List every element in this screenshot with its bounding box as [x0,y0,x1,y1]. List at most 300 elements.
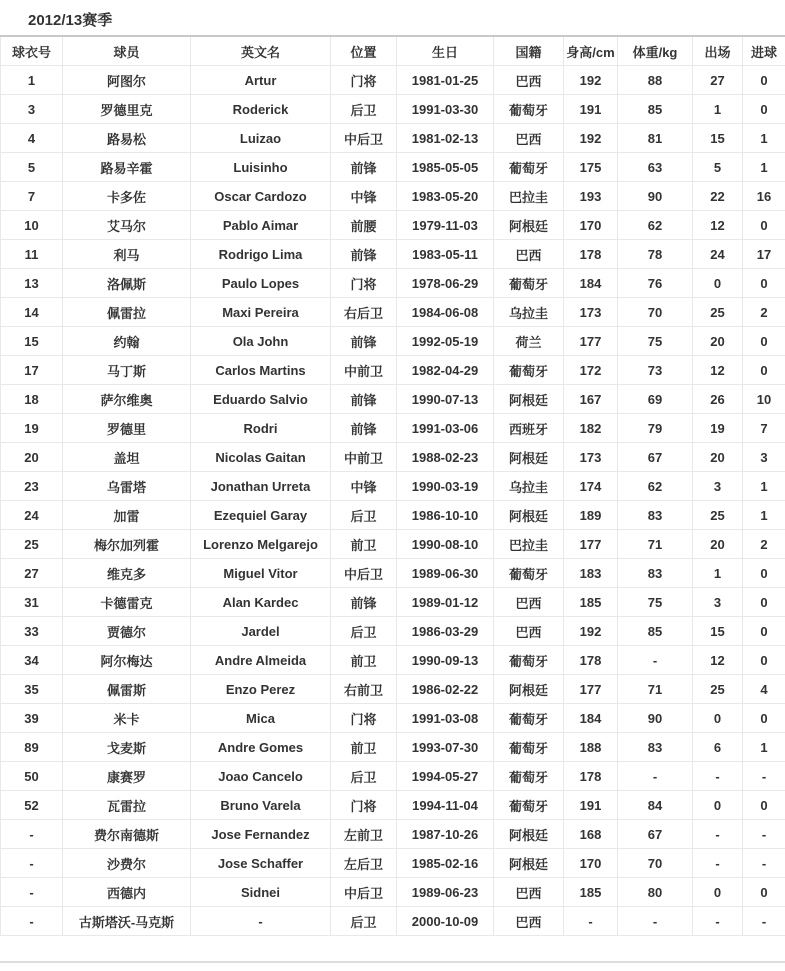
table-cell: 192 [564,617,618,646]
table-cell: 1 [743,733,785,762]
table-cell: 2000-10-09 [397,907,494,936]
table-cell: 1992-05-19 [397,327,494,356]
table-cell: 维克多 [63,559,191,588]
table-cell: Jonathan Urreta [191,472,331,501]
table-cell: 0 [743,559,785,588]
table-cell: 10 [1,211,63,240]
table-cell: 梅尔加列霍 [63,530,191,559]
table-cell: 1 [693,95,743,124]
table-cell: 185 [564,878,618,907]
page-title: 2012/13赛季 [28,12,113,29]
table-cell: 90 [618,704,693,733]
table-cell: 2 [743,298,785,327]
table-cell: 185 [564,588,618,617]
table-cell: - [693,907,743,936]
table-row [1,878,785,907]
table-cell: 0 [743,95,785,124]
table-cell: - [743,762,785,791]
table-cell: 69 [618,385,693,414]
table-cell: 后卫 [331,501,397,530]
table-cell: 加雷 [63,501,191,530]
table-cell: 葡萄牙 [494,356,564,385]
table-cell: 178 [564,762,618,791]
table-cell: 22 [693,182,743,211]
table-cell: 门将 [331,704,397,733]
table-cell: 25 [693,675,743,704]
table-cell: 5 [693,153,743,182]
table-row [1,385,785,414]
table-cell: 0 [743,211,785,240]
table-cell: 191 [564,95,618,124]
table-cell: 右后卫 [331,298,397,327]
table-cell: 0 [743,704,785,733]
table-cell: 1978-06-29 [397,269,494,298]
table-cell: 20 [693,327,743,356]
table-cell: 1981-01-25 [397,66,494,95]
table-cell: 83 [618,559,693,588]
column-header: 进球 [743,36,785,66]
table-cell: 路易辛霍 [63,153,191,182]
table-row [1,791,785,820]
table-cell: 184 [564,704,618,733]
table-cell: Eduardo Salvio [191,385,331,414]
table-cell: 33 [1,617,63,646]
column-header: 英文名 [191,36,331,66]
table-cell: 67 [618,820,693,849]
table-cell: 1 [693,559,743,588]
table-cell: 0 [743,327,785,356]
table-cell: 沙费尔 [63,849,191,878]
table-cell: 20 [1,443,63,472]
table-cell: 23 [1,472,63,501]
table-cell: 12 [693,211,743,240]
table-cell: 洛佩斯 [63,269,191,298]
table-cell: 1985-05-05 [397,153,494,182]
table-cell: Ezequiel Garay [191,501,331,530]
table-cell: 中锋 [331,182,397,211]
table-row [1,443,785,472]
table-cell: 1 [1,66,63,95]
table-cell: 4 [743,675,785,704]
table-cell: 前锋 [331,414,397,443]
table-cell: 1989-06-23 [397,878,494,907]
table-cell: 20 [693,530,743,559]
table-cell: 门将 [331,791,397,820]
table-cell: 前锋 [331,588,397,617]
table-cell: 52 [1,791,63,820]
table-cell: 73 [618,356,693,385]
table-cell: 1 [743,501,785,530]
table-cell: Luizao [191,124,331,153]
table-cell: 葡萄牙 [494,704,564,733]
table-cell: 阿根廷 [494,501,564,530]
table-cell: 乌拉圭 [494,298,564,327]
table-cell: 1979-11-03 [397,211,494,240]
table-cell: 阿根廷 [494,385,564,414]
table-row [1,356,785,385]
table-cell: 葡萄牙 [494,559,564,588]
table-cell: 85 [618,617,693,646]
table-cell: 0 [693,704,743,733]
table-cell: 路易松 [63,124,191,153]
table-cell: 14 [1,298,63,327]
table-cell: 0 [743,617,785,646]
table-cell: 17 [743,240,785,269]
table-cell: 83 [618,501,693,530]
table-cell: 174 [564,472,618,501]
table-cell: Jardel [191,617,331,646]
table-cell: 米卡 [63,704,191,733]
table-cell: 中前卫 [331,356,397,385]
table-cell: Alan Kardec [191,588,331,617]
table-cell: Sidnei [191,878,331,907]
table-cell: 贾德尔 [63,617,191,646]
table-cell: 后卫 [331,762,397,791]
table-cell: 76 [618,269,693,298]
table-cell: 19 [693,414,743,443]
table-cell: 75 [618,327,693,356]
table-cell: 192 [564,66,618,95]
table-cell: 阿根廷 [494,820,564,849]
column-header: 生日 [397,36,494,66]
table-cell: 1991-03-06 [397,414,494,443]
table-cell: 173 [564,298,618,327]
table-cell: 1983-05-11 [397,240,494,269]
table-cell: 戈麦斯 [63,733,191,762]
table-cell: 1987-10-26 [397,820,494,849]
table-cell: 阿图尔 [63,66,191,95]
table-cell: 80 [618,878,693,907]
table-row [1,472,785,501]
bottom-divider [0,961,785,963]
table-cell: 173 [564,443,618,472]
table-cell: 0 [743,66,785,95]
table-cell: 利马 [63,240,191,269]
table-cell: 5 [1,153,63,182]
table-cell: 62 [618,472,693,501]
table-cell: 1993-07-30 [397,733,494,762]
table-cell: 25 [693,501,743,530]
table-cell: 葡萄牙 [494,153,564,182]
table-cell: 3 [743,443,785,472]
table-cell: - [1,907,63,936]
table-cell: - [743,820,785,849]
table-cell: Mica [191,704,331,733]
table-row [1,501,785,530]
table-cell: 172 [564,356,618,385]
table-cell: 177 [564,530,618,559]
header-row [1,36,785,66]
table-cell: 前锋 [331,240,397,269]
table-cell: 阿根廷 [494,443,564,472]
table-cell: 0 [743,878,785,907]
table-cell: 卡多佐 [63,182,191,211]
table-cell: 巴西 [494,588,564,617]
table-cell: Andre Gomes [191,733,331,762]
table-cell: 阿根廷 [494,849,564,878]
table-row [1,182,785,211]
table-row [1,95,785,124]
table-cell: 84 [618,791,693,820]
table-cell: 1988-02-23 [397,443,494,472]
table-cell: Pablo Aimar [191,211,331,240]
table-row [1,414,785,443]
table-cell: 63 [618,153,693,182]
table-cell: 90 [618,182,693,211]
table-cell: 1990-09-13 [397,646,494,675]
table-row [1,675,785,704]
table-cell: Joao Cancelo [191,762,331,791]
table-cell: 前锋 [331,385,397,414]
table-cell: 7 [743,414,785,443]
table-cell: 左前卫 [331,820,397,849]
table-cell: 177 [564,327,618,356]
table-cell: 1989-06-30 [397,559,494,588]
table-cell: 1990-03-19 [397,472,494,501]
table-cell: 葡萄牙 [494,269,564,298]
table-row [1,733,785,762]
table-cell: - [1,878,63,907]
table-cell: 1989-01-12 [397,588,494,617]
column-header: 球员 [63,36,191,66]
table-cell: 0 [743,646,785,675]
table-cell: 罗德里克 [63,95,191,124]
table-cell: 1982-04-29 [397,356,494,385]
table-cell: 萨尔维奥 [63,385,191,414]
table-cell: Artur [191,66,331,95]
table-cell: 27 [1,559,63,588]
table-cell: 0 [743,588,785,617]
table-cell: Roderick [191,95,331,124]
table-cell: 170 [564,211,618,240]
table-cell: 188 [564,733,618,762]
player-roster-table [0,35,785,936]
table-row [1,153,785,182]
table-cell: 乌拉圭 [494,472,564,501]
table-cell: 71 [618,675,693,704]
table-cell: 约翰 [63,327,191,356]
table-cell: 佩雷拉 [63,298,191,327]
table-cell: 中后卫 [331,878,397,907]
table-cell: 1991-03-08 [397,704,494,733]
table-cell: 西德内 [63,878,191,907]
table-row [1,269,785,298]
table-cell: 27 [693,66,743,95]
table-cell: 175 [564,153,618,182]
table-cell: 7 [1,182,63,211]
table-row [1,849,785,878]
table-row [1,66,785,95]
table-cell: 门将 [331,269,397,298]
table-cell: 39 [1,704,63,733]
table-cell: 佩雷斯 [63,675,191,704]
table-cell: 70 [618,298,693,327]
table-cell: 0 [693,791,743,820]
table-cell: 189 [564,501,618,530]
table-cell: 83 [618,733,693,762]
table-cell: Luisinho [191,153,331,182]
table-cell: 62 [618,211,693,240]
table-cell: - [743,907,785,936]
table-cell: 葡萄牙 [494,791,564,820]
table-cell: 1 [743,472,785,501]
table-cell: 192 [564,124,618,153]
table-cell: 中后卫 [331,559,397,588]
table-cell: 古斯塔沃-马克斯 [63,907,191,936]
table-cell: Bruno Varela [191,791,331,820]
table-cell: 前卫 [331,733,397,762]
table-cell: 12 [693,646,743,675]
table-cell: 葡萄牙 [494,95,564,124]
table-cell: 70 [618,849,693,878]
table-cell: 阿根廷 [494,675,564,704]
table-cell: 31 [1,588,63,617]
table-cell: 右前卫 [331,675,397,704]
table-cell: 中前卫 [331,443,397,472]
table-cell: 182 [564,414,618,443]
column-header: 位置 [331,36,397,66]
table-cell: Paulo Lopes [191,269,331,298]
table-cell: 0 [693,269,743,298]
table-cell: 康赛罗 [63,762,191,791]
table-cell: Enzo Perez [191,675,331,704]
table-cell: 1984-06-08 [397,298,494,327]
table-row [1,646,785,675]
table-cell: 葡萄牙 [494,733,564,762]
table-cell: 10 [743,385,785,414]
table-cell: 50 [1,762,63,791]
table-cell: Rodrigo Lima [191,240,331,269]
table-cell: 巴拉圭 [494,530,564,559]
table-cell: 178 [564,240,618,269]
table-cell: 巴西 [494,66,564,95]
table-row [1,124,785,153]
table-cell: 艾马尔 [63,211,191,240]
table-cell: 巴拉圭 [494,182,564,211]
column-header: 体重/kg [618,36,693,66]
table-cell: - [618,646,693,675]
table-cell: 177 [564,675,618,704]
table-cell: 巴西 [494,240,564,269]
table-cell: - [564,907,618,936]
table-cell: 89 [1,733,63,762]
table-cell: 后卫 [331,617,397,646]
table-cell: 3 [693,588,743,617]
table-cell: 11 [1,240,63,269]
table-cell: Carlos Martins [191,356,331,385]
table-row [1,617,785,646]
table-cell: 67 [618,443,693,472]
table-cell: Miguel Vitor [191,559,331,588]
table-cell: Oscar Cardozo [191,182,331,211]
table-cell: 前腰 [331,211,397,240]
table-cell: 4 [1,124,63,153]
table-cell: Jose Fernandez [191,820,331,849]
table-row [1,530,785,559]
table-cell: Andre Almeida [191,646,331,675]
table-cell: 35 [1,675,63,704]
table-cell: 15 [693,617,743,646]
table-cell: 17 [1,356,63,385]
table-cell: 34 [1,646,63,675]
table-cell: 184 [564,269,618,298]
table-cell: 81 [618,124,693,153]
table-cell: 78 [618,240,693,269]
table-cell: 1 [743,153,785,182]
table-row [1,211,785,240]
table-cell: 1986-10-10 [397,501,494,530]
table-cell: 瓦雷拉 [63,791,191,820]
table-cell: 1990-07-13 [397,385,494,414]
table-cell: 193 [564,182,618,211]
table-cell: 葡萄牙 [494,646,564,675]
table-cell: 0 [743,269,785,298]
table-cell: Jose Schaffer [191,849,331,878]
table-cell: 西班牙 [494,414,564,443]
table-cell: Nicolas Gaitan [191,443,331,472]
table-cell: 后卫 [331,95,397,124]
table-cell: 阿根廷 [494,211,564,240]
table-cell: 183 [564,559,618,588]
table-row [1,820,785,849]
table-cell: 葡萄牙 [494,762,564,791]
column-header: 身高/cm [564,36,618,66]
table-cell: - [693,849,743,878]
table-cell: 前卫 [331,530,397,559]
table-cell: 85 [618,95,693,124]
table-cell: 1983-05-20 [397,182,494,211]
table-cell: Rodri [191,414,331,443]
column-header: 球衣号 [1,36,63,66]
table-cell: 18 [1,385,63,414]
table-cell: 门将 [331,66,397,95]
table-cell: 巴西 [494,124,564,153]
table-body [1,66,785,936]
table-cell: - [693,762,743,791]
table-cell: 20 [693,443,743,472]
table-cell: 费尔南德斯 [63,820,191,849]
table-cell: - [618,762,693,791]
table-cell: 0 [743,356,785,385]
table-cell: Maxi Pereira [191,298,331,327]
table-cell: Ola John [191,327,331,356]
table-cell: 25 [693,298,743,327]
table-cell: 1981-02-13 [397,124,494,153]
table-cell: - [743,849,785,878]
table-row [1,907,785,936]
table-row [1,559,785,588]
table-cell: - [191,907,331,936]
table-cell: 15 [1,327,63,356]
table-cell: - [618,907,693,936]
table-cell: 178 [564,646,618,675]
table-cell: 24 [693,240,743,269]
table-row [1,298,785,327]
table-cell: 巴西 [494,907,564,936]
table-cell: 167 [564,385,618,414]
table-cell: 79 [618,414,693,443]
column-header: 出场 [693,36,743,66]
table-cell: 26 [693,385,743,414]
table-cell: 71 [618,530,693,559]
table-cell: 1994-11-04 [397,791,494,820]
table-row [1,240,785,269]
table-cell: 15 [693,124,743,153]
table-cell: 0 [743,791,785,820]
table-cell: 168 [564,820,618,849]
table-cell: 0 [693,878,743,907]
column-header: 国籍 [494,36,564,66]
